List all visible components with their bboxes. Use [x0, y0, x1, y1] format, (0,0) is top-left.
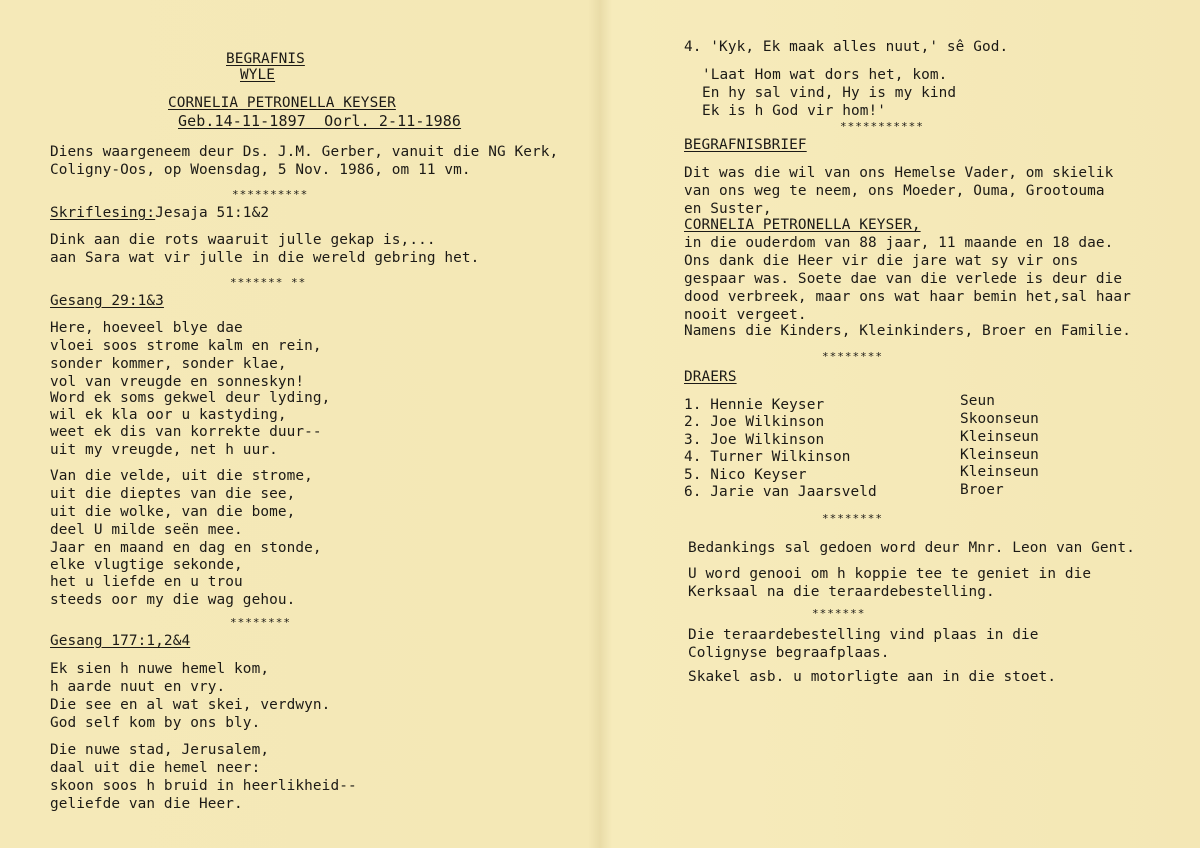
scripture-line: aan Sara wat vir julle in die wereld gebring het.: [50, 250, 480, 266]
verse-four-first-line: 4. 'Kyk, Ek maak alles nuut,' sê God.: [684, 39, 1009, 55]
hymn-line: deel U milde seën mee.: [50, 522, 243, 538]
hymn-line: uit die dieptes van die see,: [50, 486, 296, 502]
scripture-label: Skriflesing:: [50, 205, 156, 221]
verse-line: En hy sal vind, Hy is my kind: [702, 85, 957, 101]
verse-line: 'Laat Hom wat dors het, kom.: [702, 67, 948, 83]
deceased-name: CORNELIA PETRONELLA KEYSER: [168, 95, 396, 111]
service-line-2: Coligny-Oos, op Woensdag, 5 Nov. 1986, om 11 vm.: [50, 162, 471, 178]
divider-stars: ********: [230, 616, 291, 629]
life-dates: Geb.14-11-1897 Oorl. 2-11-1986: [178, 112, 462, 130]
divider-stars: *******: [812, 607, 866, 620]
divider-stars: **********: [232, 188, 309, 201]
hymn-line: God self kom by ons bly.: [50, 715, 261, 731]
bearer-relation: Seun: [960, 393, 996, 409]
hymn-line: Jaar en maand en dag en stonde,: [50, 540, 322, 556]
funeral-letter-title: BEGRAFNISBRIEF: [684, 137, 807, 153]
service-line-1: Diens waargeneem deur Ds. J.M. Gerber, vanuit die NG Kerk,: [50, 144, 559, 160]
hymn-line: Die see en al wat skei, verdwyn.: [50, 697, 331, 713]
bearer-name: 6. Jarie van Jaarsveld: [684, 484, 877, 500]
bearer-name: 3. Joe Wilkinson: [684, 432, 825, 448]
hymn-line: uit die wolke, van die bome,: [50, 504, 296, 520]
letter-line: gespaar was. Soete dae van die verlede is deur die: [684, 271, 1123, 287]
thanks-line: Bedankings sal gedoen word deur Mnr. Leon van Gent.: [688, 540, 1135, 556]
hymn-line: vol van vreugde en sonneskyn!: [50, 374, 305, 390]
hymn-line: elke vlugtige sekonde,: [50, 557, 243, 573]
hymn-line: Die nuwe stad, Jerusalem,: [50, 742, 270, 758]
bearer-relation: Kleinseun: [960, 447, 1039, 463]
letter-line: in die ouderdom van 88 jaar, 11 maande en 18 dae.: [684, 235, 1114, 251]
hymn-line: steeds oor my die wag gehou.: [50, 592, 296, 608]
bearer-relation: Kleinseun: [960, 429, 1039, 445]
hymn-title: Gesang 177:1,2&4: [50, 633, 191, 649]
hymn-line: daal uit die hemel neer:: [50, 760, 261, 776]
letter-line: Ons dank die Heer vir die jare wat sy vir ons: [684, 253, 1079, 269]
divider-stars: ********: [822, 350, 883, 363]
hymn-line: h aarde nuut en vry.: [50, 679, 226, 695]
hymn-line: Here, hoeveel blye dae: [50, 320, 243, 336]
hymn-line: vloei soos strome kalm en rein,: [50, 338, 322, 354]
header-subtitle: WYLE: [240, 67, 276, 83]
hymn-line: geliefde van die Heer.: [50, 796, 243, 812]
headlights-note: Skakel asb. u motorligte aan in die stoet.: [688, 669, 1057, 685]
bearer-name: 1. Hennie Keyser: [684, 397, 825, 413]
bearer-relation: Skoonseun: [960, 411, 1039, 427]
letter-line: nooit vergeet.: [684, 307, 807, 323]
header-title: BEGRAFNIS: [226, 51, 305, 67]
tea-invite-line: U word genooi om h koppie tee te geniet in die: [688, 566, 1092, 582]
bearers-title: DRAERS: [684, 369, 737, 385]
divider-stars: ******* **: [230, 276, 307, 289]
hymn-line: Ek sien h nuwe hemel kom,: [50, 661, 270, 677]
hymn-line: weet ek dis van korrekte duur--: [50, 424, 322, 440]
scripture-reference: Jesaja 51:1&2: [155, 205, 270, 221]
hymn-line: het u liefde en u trou: [50, 574, 243, 590]
scripture-line: Dink aan die rots waaruit julle gekap is,...: [50, 232, 436, 248]
hymn-line: Van die velde, uit die strome,: [50, 468, 313, 484]
hymn-line: wil ek kla oor u kastyding,: [50, 407, 287, 423]
hymn-line: sonder kommer, sonder klae,: [50, 356, 287, 372]
letter-line: Dit was die wil van ons Hemelse Vader, om skielik: [684, 165, 1114, 181]
divider-stars: ********: [822, 512, 883, 525]
bearer-relation: Broer: [960, 482, 1004, 498]
scripture-reading: [50, 204, 269, 222]
burial-line: Colignyse begraafplaas.: [688, 645, 890, 661]
burial-line: Die teraardebestelling vind plaas in die: [688, 627, 1039, 643]
letter-signoff: Namens die Kinders, Kleinkinders, Broer en Familie.: [684, 323, 1131, 339]
bearer-name: 5. Nico Keyser: [684, 467, 807, 483]
tea-invite-line: Kerksaal na die teraardebestelling.: [688, 584, 995, 600]
hymn-line: skoon soos h bruid in heerlikheid--: [50, 778, 357, 794]
bearer-name: 4. Turner Wilkinson: [684, 449, 851, 465]
divider-stars: ***********: [840, 120, 924, 133]
verse-line: Ek is h God vir hom!': [702, 103, 887, 119]
letter-line: dood verbreek, maar ons wat haar bemin het,sal haar: [684, 289, 1131, 305]
hymn-line: uit my vreugde, net h uur.: [50, 442, 278, 458]
letter-line: van ons weg te neem, ons Moeder, Ouma, Grootouma: [684, 183, 1105, 199]
bearer-name: 2. Joe Wilkinson: [684, 414, 825, 430]
letter-line: en Suster,: [684, 201, 772, 217]
hymn-title: Gesang 29:1&3: [50, 293, 164, 309]
bearer-relation: Kleinseun: [960, 464, 1039, 480]
letter-deceased-name: CORNELIA PETRONELLA KEYSER,: [684, 217, 921, 233]
hymn-line: Word ek soms gekwel deur lyding,: [50, 390, 331, 406]
